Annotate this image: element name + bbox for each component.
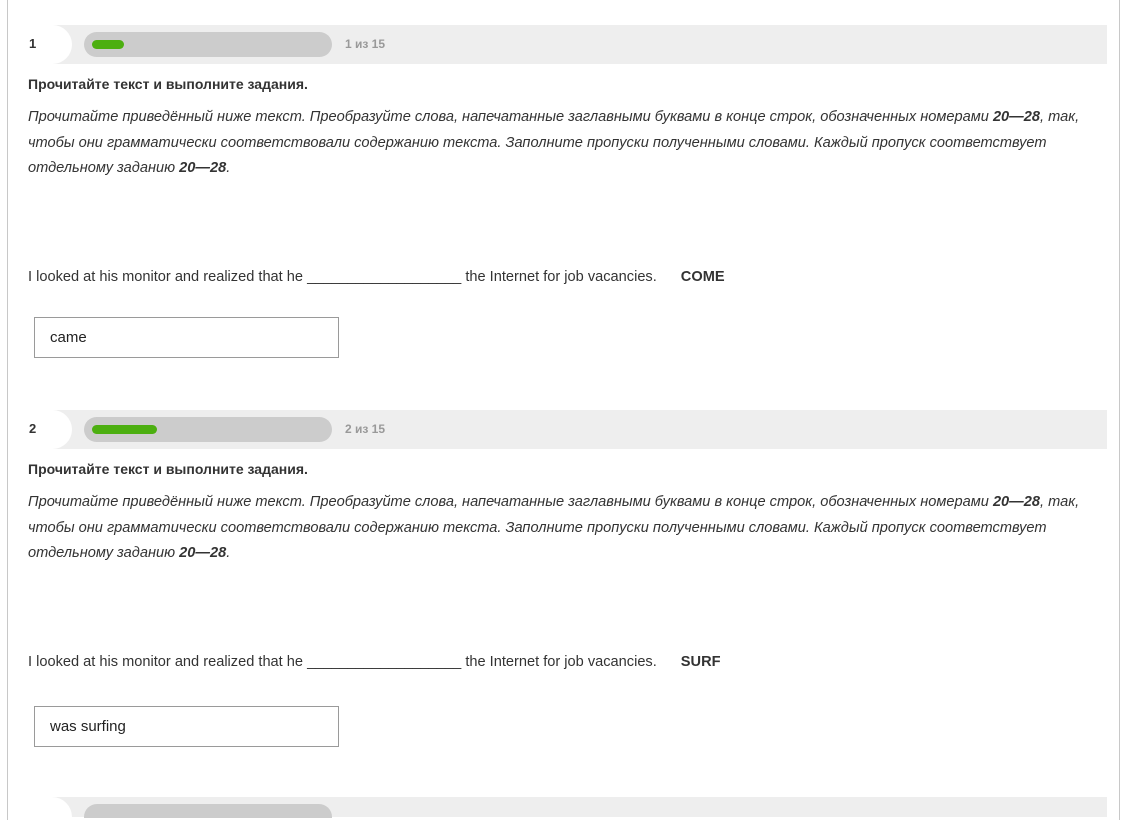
question-number-badge bbox=[20, 410, 72, 449]
answer-input[interactable] bbox=[34, 706, 339, 747]
instruction-text: Прочитайте приведённый ниже текст. Преобразуйте слова, напечатанные заглавными буквами в конце строк, обозначенных номерами bbox=[28, 109, 993, 125]
question-header bbox=[20, 25, 1107, 64]
answer-input[interactable] bbox=[34, 317, 339, 358]
sentence-text: I looked at his monitor and realized that he ___________________ the Internet for job vacancies. bbox=[28, 654, 657, 670]
question-2 bbox=[7, 410, 1120, 670]
instruction-text: , так, чтобы они грамматически соответствовали содержанию текста. Заполните пропуски полученными словами. Каждый пропуск соответствует отдельному заданию bbox=[28, 109, 1080, 176]
progress-fill bbox=[92, 425, 157, 434]
question-counter: 1 из 15 bbox=[345, 37, 386, 51]
instruction-range: 20—28 bbox=[179, 545, 227, 561]
task-sentence bbox=[28, 654, 721, 670]
question-number: 1 bbox=[29, 36, 37, 51]
question-header bbox=[20, 410, 1107, 449]
task-instruction bbox=[28, 490, 1108, 567]
question-counter: 2 из 15 bbox=[345, 422, 386, 436]
task-title: Прочитайте текст и выполните задания. bbox=[28, 76, 308, 92]
keyword: COME bbox=[680, 269, 725, 285]
instruction-range: 20—28 bbox=[179, 160, 227, 176]
keyword: SURF bbox=[680, 654, 721, 670]
task-sentence bbox=[28, 269, 725, 285]
progress-bar bbox=[84, 417, 332, 442]
instruction-range: 20—28 bbox=[992, 109, 1040, 125]
question-number: 2 bbox=[29, 421, 37, 436]
instruction-text: Прочитайте приведённый ниже текст. Преобразуйте слова, напечатанные заглавными буквами в конце строк, обозначенных номерами bbox=[28, 494, 993, 510]
instruction-text: . bbox=[226, 545, 231, 561]
progress-fill bbox=[92, 40, 124, 49]
instruction-range: 20—28 bbox=[992, 494, 1040, 510]
instruction-text: , так, чтобы они грамматически соответствовали содержанию текста. Заполните пропуски полученными словами. Каждый пропуск соответствует отдельному заданию bbox=[28, 494, 1080, 561]
question-number-badge bbox=[20, 797, 72, 817]
progress-bar bbox=[84, 804, 332, 818]
next-question-header bbox=[20, 797, 1107, 817]
question-number-badge bbox=[20, 25, 72, 64]
question-1 bbox=[7, 25, 1120, 285]
task-title: Прочитайте текст и выполните задания. bbox=[28, 461, 308, 477]
sentence-text: I looked at his monitor and realized that he ___________________ the Internet for job vacancies. bbox=[28, 269, 657, 285]
instruction-text: . bbox=[226, 160, 231, 176]
progress-bar bbox=[84, 32, 332, 57]
task-instruction bbox=[28, 105, 1108, 182]
